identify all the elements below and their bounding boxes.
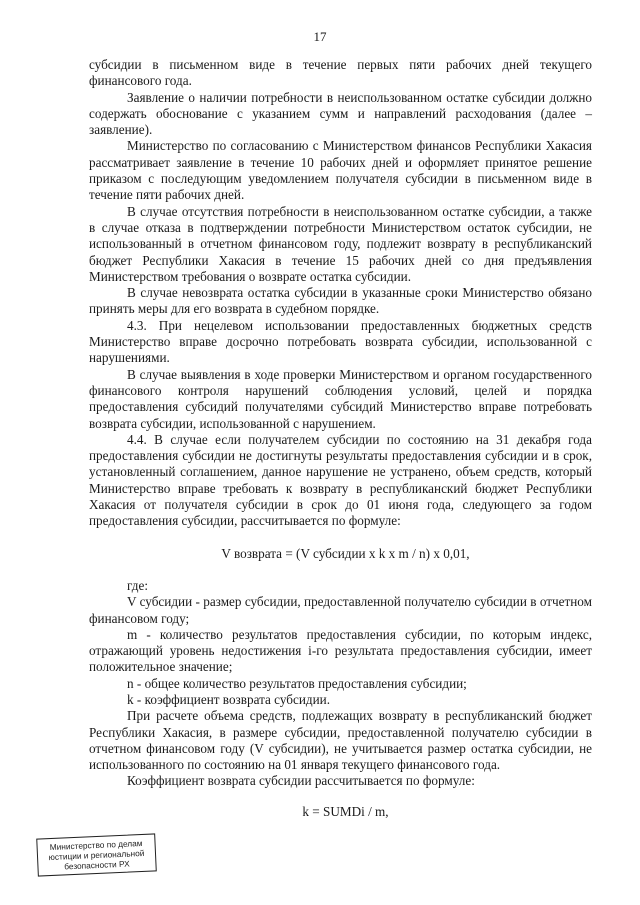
definition-item: n - общее количество результатов предоставления субсидии; [127, 675, 467, 691]
paragraph: В случае отсутствия потребности в неиспользованном остатке субсидии, а также в случае отказа в подтверждении потребности Министерством остаток субсидии, не использованный в отчетном финансовом году, подлежит возврату в республиканский бюджет Республики Хакасия в течение 15 рабочих дней со дня предъявления Министерством требования о возврате остатка субсидии. [89, 203, 592, 284]
stamp-line: безопасности РХ [64, 858, 130, 872]
paragraph: При расчете объема средств, подлежащих возврату в республиканский бюджет Республики Хакасия, в размере субсидии, предоставленной получателю субсидии в отчетном финансовом году (V субсидии), не учитывается размер остатка субсидии, не использованного по состоянию на 01 января текущего финансового года. [89, 708, 592, 773]
definition-item: m - количество результатов предоставления субсидии, по которым индекс, отражающий уровень недостижения i-го результата предоставления субсидии, имеет положительное значение; [89, 626, 592, 675]
paragraph: Коэффициент возврата субсидии рассчитывается по формуле: [127, 773, 475, 789]
page-number: 17 [313, 29, 327, 44]
definition-item: V субсидии - размер субсидии, предоставленной получателю субсидии в отчетном финансовом году; [89, 594, 592, 626]
formula-coefficient: k = SUMDi / m, [302, 803, 389, 819]
stamp-line: юстиции и региональной [48, 848, 145, 863]
paragraph: Министерство по согласованию с Министерством финансов Республики Хакасия рассматривает заявление в течение 10 рабочих дней и оформляет принятое решение приказом с последующим уведомлением получателя субсидии в письменном виде в течение пяти рабочих дней. [89, 138, 592, 203]
paragraph: субсидии в письменном виде в течение первых пяти рабочих дней текущего финансового года. [89, 57, 592, 89]
paragraph: В случае невозврата остатка субсидии в указанные сроки Министерство обязано принять меры для его возврата в судебном порядке. [89, 285, 592, 317]
paragraph: Заявление о наличии потребности в неиспользованном остатке субсидии должно содержать обоснование с указанием сумм и направлений расходования (далее – заявление). [89, 89, 592, 138]
paragraph: В случае выявления в ходе проверки Министерством и органом государственного финансового контроля нарушений соблюдения условий, целей и порядка предоставления субсидий получателями субсидий Министерство вправе потребовать возврата субсидии, использованной с нарушением. [89, 366, 592, 431]
document-body [89, 57, 592, 820]
formula-refund-volume: V возврата = (V субсидии х k х m / n) х 0,01, [221, 545, 470, 561]
definition-item: k - коэффициент возврата субсидии. [127, 691, 330, 707]
clause-4-3: 4.3. При нецелевом использовании предоставленных бюджетных средств Министерство вправе досрочно потребовать возврата субсидии, использованной с нарушениями. [89, 317, 592, 366]
clause-4-4: 4.4. В случае если получателем субсидии по состоянию на 31 декабря года предоставления субсидии не достигнуты результаты предоставления субсидии и в срок, установленный соглашением, данное нарушение не устранено, объем средств, который Министерство вправе требовать к возврату в республиканский бюджет Республики Хакасия от получателя субсидии в срок до 01 июня года, следующего за годом предоставления субсидии, рассчитывается по формуле: [89, 431, 592, 529]
registration-stamp [36, 833, 157, 876]
stamp-line: Министерство по делам [49, 837, 143, 853]
definitions-where: где: [127, 577, 148, 593]
